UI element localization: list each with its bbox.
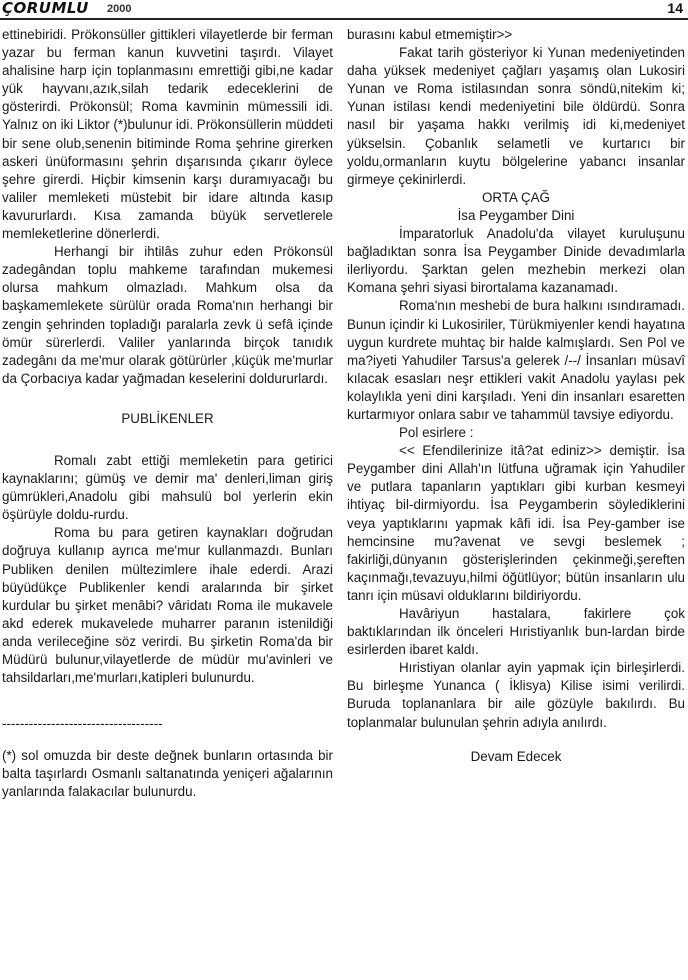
- right-column: [347, 26, 685, 766]
- footnote-separator: ------------------------------------: [2, 716, 163, 732]
- section-heading: ORTA ÇAĞ: [482, 189, 550, 205]
- issue-year: 2000: [107, 3, 132, 15]
- paragraph: Hıristiyan olanlar ayin yapmak için birleşirlerdi. Bu birleşme Yunanca ( İklisya) Kilise isimi verilirdi. Buruda toplananlara bir aile gözüyle bakılırdı. Bu toplanmalar bulunulan şehrin adıyla anılırdı.: [347, 660, 685, 730]
- section-heading: PUBLİKENLER: [121, 410, 214, 426]
- page-header: [0, 0, 688, 22]
- paragraph: Roma bu para getiren kaynakları doğrudan doğruya kullanıp ayrıca me'mur kullanmazdı. Bunları Publiken denilen mültezimlere ihale ederdi. Arazi büyüdükçe Publikenler kendi aralarında bir şirket kurdular bu şirket menâbi? vâridatı Roma ile mukavele akd ederek mukavelede muharrer paranın istenildiği anda verileceğine söz verirdi. Bu şirketin Roma'da bir Müdürü bulunur,vilayetlerde de müdür mu'avinleri ve tahsildarları,me'murları,katipleri bulunurdu.: [2, 525, 333, 686]
- header-rule: [0, 18, 688, 20]
- paragraph: İmparatorluk Anadolu'da vilayet kuruluşunu bağladıktan sonra İsa Peygamber Dinide devadımlarla ilerliyordu. Şarktan gelen mezhebin merkezi olan Komana şehri siyasi birortalama kazanamadı.: [347, 226, 685, 296]
- paragraph: Pol esirlere :: [399, 425, 474, 441]
- paragraph: Havâriyun hastalara, fakirlere çok baktıklarından ilk önceleri Hıristiyanlık bun-lardan birde esirlerden ibaret kaldı.: [347, 606, 685, 658]
- paragraph: Romalı zabt ettiği memleketin para getirici kaynaklarını; gümüş ve demir ma' denleri,liman giriş gümrükleri,Anadolu gibi mahsulü bol yerlerin ekin öşürüyle doldu-rurdu.: [2, 452, 333, 523]
- quotation: << Efendilerinize itâ?at ediniz>> demiştir. İsa Peygamber dini Allah'ın lütfuna uğramak için Yahudiler ve putlara tapanların yaptıkları gibi kurban kesmeyi ihtiyaç bil-dirmiyordu. İsa Peygamberin söylediklerini veya yaptıklarını yapmak kâfi idi. İsa Pey-gamber ise hemcinsine mu?avenat ve sevgi beslemek ; fakirliği,dünyanın gösterişlerinden çekinmeği,şereften kaçınmağı,tevazuyu,hilmi öğütlüyor; bütün insanların ulu tanrı için müsavi olduklarını bildiriyordu.: [347, 443, 685, 603]
- continued-note: Devam Edecek: [470, 748, 562, 764]
- paragraph: Herhangi bir ihtilâs zuhur eden Prökonsül zadegândan toplu mahkeme tarafından mukemesi olursa mahkum olmazladı. Mahkum olsa da başkamemlekete sürülür orada Roma'nın herhangi bir zengin şehrinden topladığı paralarla zevk ü sefâ içinde ömür sürerlerdi. Valiler yanlarında birçok tanıdık zadegânı da me'mur olarak götürürler ,küçük me'murlar da Çorbacıya kadar yağmadan keselerini doldururlardı.: [2, 244, 333, 386]
- footnote: (*) sol omuzda bir deste değnek bunların ortasında bir balta taşırlardı Osmanlı saltanatında yeniçeri ağalarının yanlarında falakacılar bulunurdu.: [2, 748, 333, 800]
- section-subheading: İsa Peygamber Dini: [457, 207, 575, 223]
- paragraph: ettinebiridi. Prökonsüller gittikleri vilayetlerde bir ferman yazar bu ferman kanun kuvvetini taşırdı. Vilayet ahalisine harp için toplanmasını emrettiği gibi,ne kadar yük hayvanı,azık,silah tedarik edeceklerini de gösterirdi. Prökonsül; Roma kavminin mümessili idi. Yalnız on iki Liktor (*)bulunur idi. Prökonsüllerin müddeti bir sene olub,senenin bitiminde Roma şehrine girerken askeri ünüformasını şehrin dışarısında çıkarır öylece şehre girerdi. Hiçbir kimsenin karşı duramıyacağı bu valiler memleketi müstebit bir idare altında kasıp kavururlardı. Kısa zamanda büyük servetlerele memleketlerine dönerlerdi.: [2, 27, 333, 242]
- magazine-logo: ÇORUMLU: [2, 0, 89, 17]
- paragraph: burasını kabul etmemiştir>>: [347, 27, 513, 42]
- page-number: 14: [667, 0, 683, 16]
- paragraph: Roma'nın meshebi de bura halkını ısındıramadı. Bunun içindir ki Lukosiriler, Türükmiyenler kendi hayatına uygun kurdrete muhtaç bir halde kalmışlardı. Sen Pol ve ma?iyeti Yahudiler Tarsus'a gelerek /--/ İnsanları müsavî kılacak esasları neşr ettikleri vakit Anadolu yaylası pek kolaylıkla yeni dini karşıladı. Yeni din insanları esaretten kurtarmıyor onlara sabır ve tahammül tavsiye ediyordu.: [347, 298, 685, 422]
- paragraph: Fakat tarih gösteriyor ki Yunan medeniyetinden daha yüksek medeniyet çağları yaşamış olan Lukosiri Yunan ve Roma istilasından sonra söndü,nitekim ki; Yunan istilası kendi medeniyetini bile öldürdü. Sonra nasıl bir yaşama hakkı verilmiş idi ki,medeniyet yükselsin. Çobanlık selametli ve kurtarıcı bir yoldu,ormanların kuytu bölgelerine yabancı insanlar girmeye çekinirlerdi.: [347, 45, 685, 187]
- left-column: [2, 26, 333, 802]
